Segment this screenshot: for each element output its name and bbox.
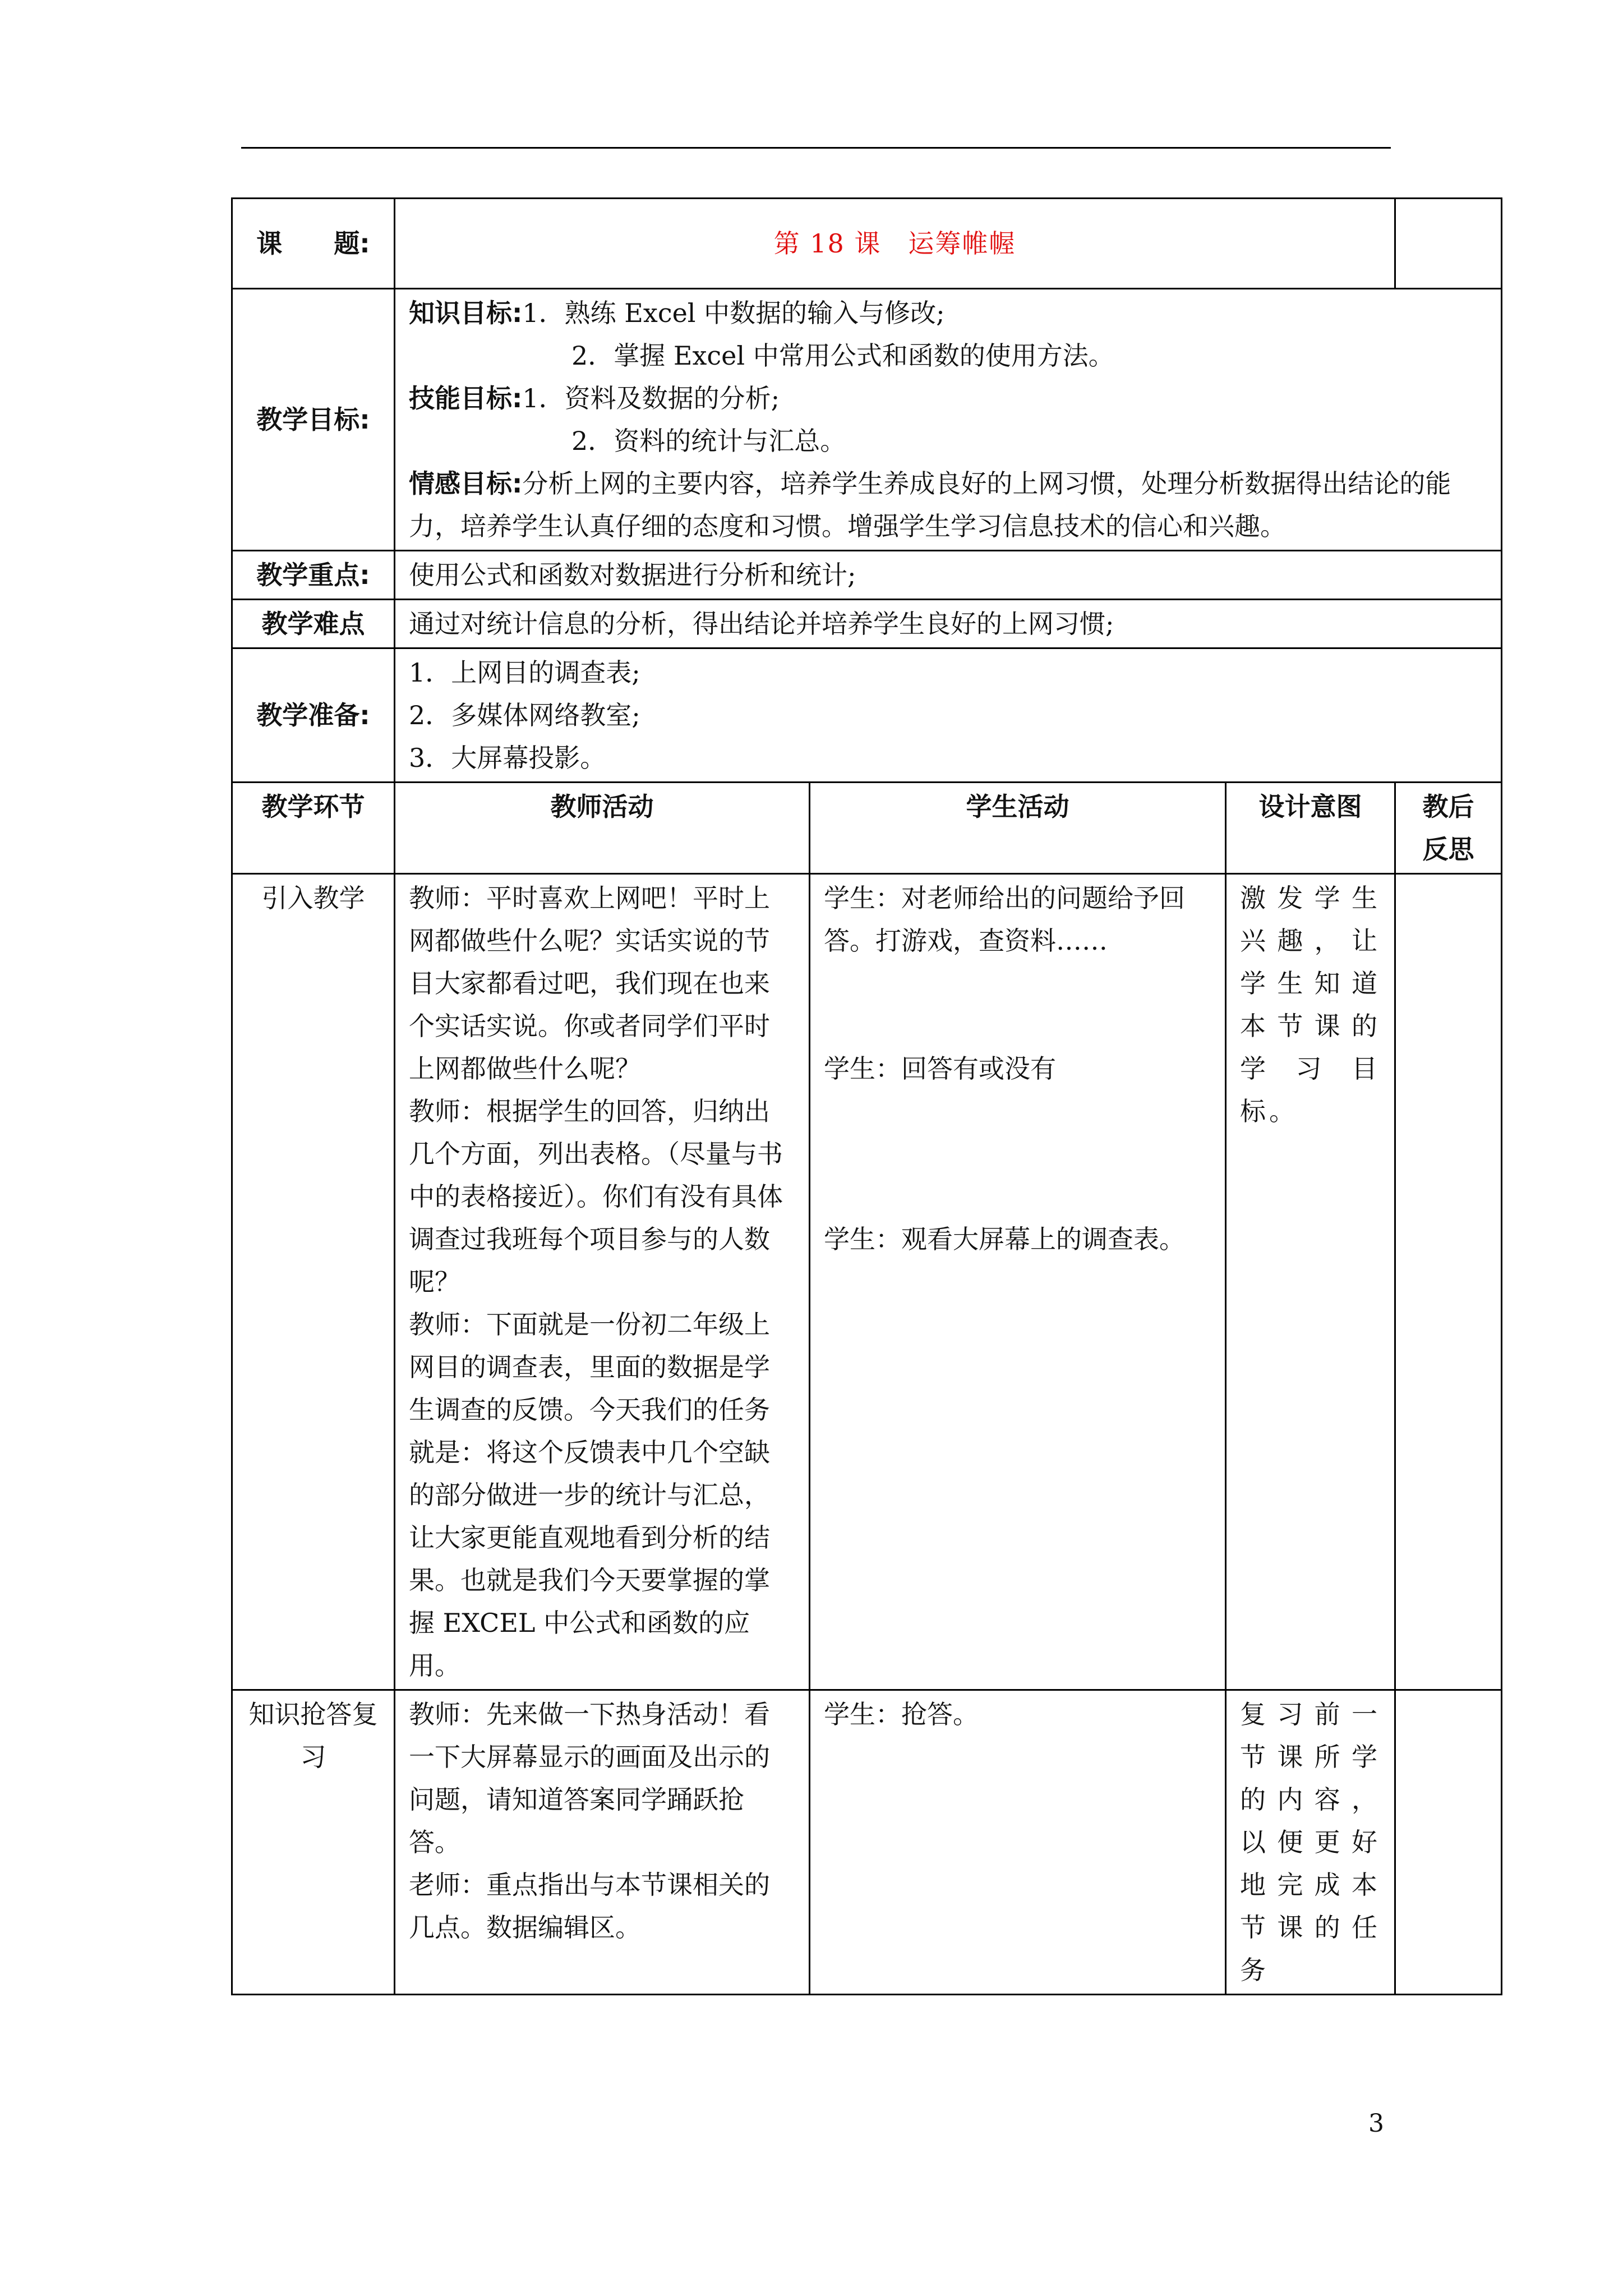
lesson-title: 第 18 课 运筹帷幄 xyxy=(395,199,1395,289)
teacher-paragraph: 教师：平时喜欢上网吧！平时上网都做些什么呢？实话实说的节目大家都看过吧，我们现在也来个实话实说。你或者同学们平时上网都做些什么呢？ xyxy=(409,883,770,1084)
table-row xyxy=(232,1690,1502,1995)
key-point-text: 使用公式和函数对数据进行分析和统计; xyxy=(395,551,1502,600)
col-teacher: 教师活动 xyxy=(395,783,810,874)
teacher-paragraph: 教师：根据学生的回答，归纳出几个方面，列出表格。（尽量与书中的表格接近）。你们有没有具体调查过我班每个项目参与的人数呢？ xyxy=(409,1096,783,1297)
teacher-paragraph: 教师：下面就是一份初二年级上网目的调查表，里面的数据是学生调查的反馈。今天我们的任务就是：将这个反馈表中几个空缺的部分做进一步的统计与汇总，让大家更能直观地看到分析的结果。也就是我们今天要掌握的掌握 EXCEL 中公式和函数的应用。 xyxy=(409,1309,770,1681)
spacer xyxy=(824,962,1211,1005)
knowledge-label: 知识目标: xyxy=(409,298,523,328)
spacer xyxy=(824,1175,1211,1218)
difficulty-row xyxy=(232,600,1502,648)
preparation-label: 教学准备: xyxy=(232,648,395,783)
page-number: 3 xyxy=(1368,2109,1384,2138)
teacher-paragraph: 老师：重点指出与本节课相关的几点。数据编辑区。 xyxy=(409,1870,770,1943)
skill-label: 技能目标: xyxy=(409,383,523,413)
objectives-content xyxy=(395,289,1502,551)
skill-item-2: 2．资料的统计与汇总。 xyxy=(571,426,846,456)
reflection-cell xyxy=(1395,1690,1502,1995)
objectives-row xyxy=(232,289,1502,551)
design-intent-cell: 复习前一节课所学的内容，以便更好地完成本节课的任务 xyxy=(1226,1690,1395,1995)
difficulty-text: 通过对统计信息的分析，得出结论并培养学生良好的上网习惯; xyxy=(395,600,1502,648)
student-activity-cell xyxy=(810,874,1226,1690)
teacher-paragraph: 教师：先来做一下热身活动！看一下大屏幕显示的画面及出示的问题，请知道答案同学踊跃抢答。 xyxy=(409,1699,770,1857)
key-point-row xyxy=(232,551,1502,600)
table-row xyxy=(232,874,1502,1690)
stage-cell: 引入教学 xyxy=(232,874,395,1690)
preparation-item: 3．大屏幕投影。 xyxy=(409,743,606,773)
col-student: 学生活动 xyxy=(810,783,1226,874)
preparation-item: 2．多媒体网络教室; xyxy=(409,700,640,730)
student-activity-cell: 学生：抢答。 xyxy=(810,1690,1226,1995)
header-rule xyxy=(241,147,1391,149)
student-paragraph: 学生：回答有或没有 xyxy=(824,1053,1056,1084)
student-paragraph: 学生：观看大屏幕上的调查表。 xyxy=(824,1224,1185,1254)
key-point-label: 教学重点: xyxy=(232,551,395,600)
knowledge-item-2: 2．掌握 Excel 中常用公式和函数的使用方法。 xyxy=(571,341,1114,371)
design-intent-cell: 激发学生兴趣，让学生知道本节课的学习目标。 xyxy=(1226,874,1395,1690)
preparation-item: 1．上网目的调查表; xyxy=(409,657,640,688)
col-reflection: 教后反思 xyxy=(1395,783,1502,874)
title-empty-cell xyxy=(1395,199,1502,289)
preparation-list xyxy=(395,648,1502,783)
spacer xyxy=(824,1005,1211,1047)
student-paragraph: 学生：对老师给出的问题给予回答。打游戏，查资料…… xyxy=(824,883,1185,956)
preparation-row xyxy=(232,648,1502,783)
skill-item-1: 1．资料及数据的分析; xyxy=(522,383,780,413)
difficulty-label: 教学难点 xyxy=(232,600,395,648)
title-row xyxy=(232,199,1502,289)
knowledge-item-1: 1．熟练 Excel 中数据的输入与修改; xyxy=(522,298,945,328)
col-stage: 教学环节 xyxy=(232,783,395,874)
reflection-cell xyxy=(1395,874,1502,1690)
lesson-plan-table xyxy=(231,197,1502,1995)
emotion-text: 分析上网的主要内容，培养学生养成良好的上网习惯，处理分析数据得出结论的能力，培养学生认真仔细的态度和习惯。增强学生学习信息技术的信心和兴趣。 xyxy=(409,468,1451,541)
emotion-label: 情感目标: xyxy=(409,468,523,499)
teacher-activity-cell xyxy=(395,1690,810,1995)
spacer xyxy=(824,1090,1211,1175)
title-label: 课 题: xyxy=(232,199,395,289)
teacher-activity-cell xyxy=(395,874,810,1690)
column-header-row xyxy=(232,783,1502,874)
col-intent: 设计意图 xyxy=(1226,783,1395,874)
stage-cell: 知识抢答复习 xyxy=(232,1690,395,1995)
objectives-label: 教学目标: xyxy=(232,289,395,551)
